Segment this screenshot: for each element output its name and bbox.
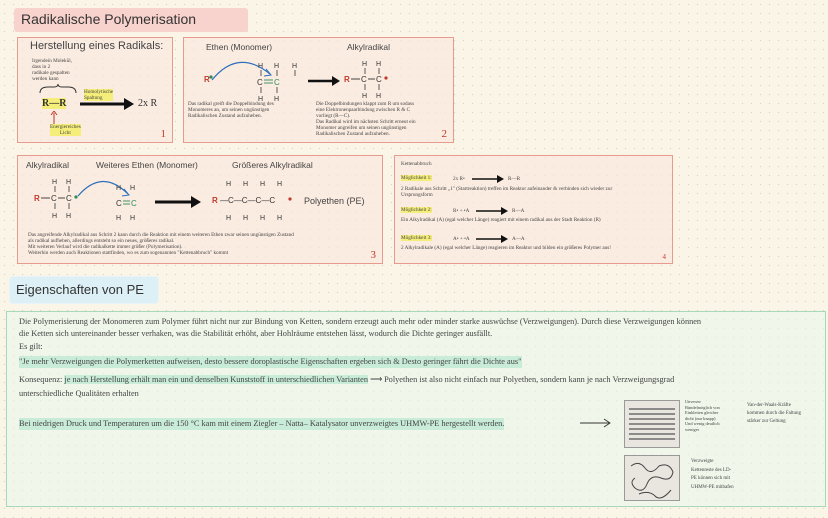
consequence-line2: unterschiedliche Qualitäten erhalten — [19, 389, 139, 399]
svg-text:C: C — [361, 75, 367, 84]
svg-text:C: C — [257, 78, 263, 87]
step2-text-left: Das radikal greift die Doppelbindung des Monomeres an, um seinen ungünstigen Radikalischen Zustand aufzuheben. — [188, 101, 274, 119]
ethene-title: Weiteres Ethen (Monomer) — [96, 160, 198, 170]
svg-text:H: H — [376, 61, 382, 68]
option3-reaction-right: A—A — [512, 236, 525, 242]
consequence-rest: Polyethen ist also nicht einfach nur Polyethen, sondern kann je nach Verzweigungsgrad — [384, 375, 675, 384]
light-label: Energiereiches Licht — [50, 124, 81, 136]
reaction-arrow-icon — [475, 207, 509, 215]
step2-box — [183, 37, 454, 143]
svg-text:H: H — [258, 96, 264, 103]
molecule-r-r: R—R — [42, 98, 67, 109]
svg-text:H: H — [274, 96, 280, 103]
svg-text:H: H — [277, 181, 283, 188]
svg-text:C: C — [116, 199, 122, 208]
branched-note: Verzweigte Kettenreste des LD- PE können sich mit UHMW-PE mitbafen — [691, 459, 734, 490]
option2-reaction-right: R—A — [512, 208, 525, 214]
step1-note: Irgendein Molekül, dass in 2 radikale gespalten werden kann — [32, 58, 72, 82]
svg-text:—C—C—C—C: —C—C—C—C — [220, 196, 276, 205]
svg-text:H: H — [116, 185, 122, 192]
step3-text: Das angreifende Alkylradikal aus Schritt 2 kann durch die Reaktion mit einem weiteren Ethen zwar seinen ungünstigen Zustand als radikal aufheben, allerdings entsteht so ein neues, größeres radikal. Mit weiteren Verlauf wird die radikalkette immer größer (Polymerisation). Weiterhin werden auch Reaktionen stattfinden, wo es zum sogenannten "Kettenabbruch" kommt — [28, 232, 294, 256]
svg-text:C: C — [66, 194, 72, 203]
ethene-title: Ethen (Monomer) — [206, 42, 273, 52]
unbranched-chains-image — [624, 400, 680, 448]
polyethene-label: Polyethen (PE) — [304, 196, 365, 206]
reaction-arrow-icon — [306, 76, 342, 86]
svg-text:H: H — [362, 61, 368, 68]
option1-text: 2 Radikale aus Schritt „1" (Startreaktion) treffen im Reaktor aufeinander & verbinden sich wieder zur Ursprungsform — [401, 186, 613, 198]
larger-radical-title: Größeres Alkylradikal — [232, 160, 313, 170]
step4-box — [394, 155, 673, 264]
svg-text:H: H — [52, 179, 58, 186]
parallel-chains-icon — [625, 401, 679, 447]
step3-reactants-structure — [30, 174, 148, 226]
tangled-chains-icon — [625, 456, 679, 500]
reaction-arrow-icon — [475, 235, 509, 243]
svg-text:H: H — [260, 181, 266, 188]
svg-text:H: H — [274, 63, 280, 70]
larger-radical-structure — [210, 176, 310, 226]
step2-text-right: Die Doppelbindungen klappt zum R um sodass eine Elektronenpaarbindung zwischen R & C vorliegt (R—C). Das Radikal wird im nächsten Schritt erneut ein Monomer angreifen um seinen ungünstigen Radikalischen Zustand aufzuheben. — [316, 101, 416, 137]
svg-text:H: H — [66, 213, 72, 220]
consequence-label: Konsequenz: — [19, 375, 63, 384]
section-title-radical-polymerization: Radikalische Polymerisation — [14, 8, 248, 32]
svg-text:H: H — [260, 215, 266, 222]
svg-text:H: H — [258, 63, 264, 70]
svg-text:R: R — [344, 75, 350, 84]
option1-label: Möglichkeit 1: — [401, 175, 432, 181]
option2-label: Möglichkeit 2: — [401, 207, 432, 213]
option2-reaction-left: R• + •A — [453, 208, 470, 214]
option3-label: Möglichkeit 3: — [401, 235, 432, 241]
alkylradical-structure — [336, 56, 416, 106]
svg-text:H: H — [226, 215, 232, 222]
consequence-line — [19, 374, 819, 401]
rule-quote: "Je mehr Verzweigungen die Polymerketten aufweisen, desto bessere doroplastische Eigenschaften ergeben sich & Desto geringer fährt die Dichte aus" — [19, 356, 522, 368]
uhmw-sentence: Bei niedrigen Druck und Temperaturen um die 150 °C kam mit einem Ziegler – Natta– Katalysator unverzweigtes UHMW-PE hergestellt werden. — [19, 418, 504, 430]
paragraph-branching: Die Polymerisierung der Monomeren zum Polymer führt nicht nur zur Bindung von Ketten, sondern erzeugt auch mehr oder minder starke auswüchse (Verzweigungen). Durch diese Verzweigungen können die Ketten sich untereinander besser verhaken, was die Stabilität erhöht, aber Hohlräume entstehen lässt, wodurch die Dichte geringer ausfällt. Es gilt: — [19, 317, 702, 351]
svg-text:H: H — [226, 181, 232, 188]
svg-text:H: H — [243, 181, 249, 188]
step1-box — [17, 37, 173, 143]
arrow-icon: ⟶ — [370, 375, 382, 384]
curly-brace-icon — [38, 84, 78, 94]
svg-text:H: H — [292, 63, 298, 70]
svg-text:H: H — [66, 179, 72, 186]
svg-text:H: H — [116, 215, 122, 222]
branched-chains-image — [624, 455, 680, 501]
step-number: 1 — [160, 128, 166, 140]
step3-box — [17, 155, 383, 264]
light-arrow-icon — [48, 111, 60, 125]
properties-box — [6, 311, 826, 507]
svg-text:R: R — [204, 75, 210, 84]
svg-text:C: C — [274, 78, 280, 87]
svg-text:H: H — [243, 215, 249, 222]
consequence-text: je nach Herstellung erhält man ein und denselben Kunststoff in unterschiedlichen Varianten — [64, 375, 368, 384]
step-number: 2 — [441, 128, 447, 140]
svg-text:C: C — [131, 199, 137, 208]
svg-text:H: H — [130, 185, 136, 192]
svg-text:C: C — [376, 75, 382, 84]
product-two-radicals: 2x R — [138, 98, 158, 109]
svg-text:R: R — [212, 196, 218, 205]
option3-reaction-left: A• + •A — [453, 236, 470, 242]
unbranched-note: Unverzw Bündelmöglich von Einkletten gleicher dicht (nur knapp) Und wenig deutlich weniger — [685, 399, 720, 432]
svg-text:C: C — [51, 194, 57, 203]
reaction-arrow-icon — [471, 175, 505, 183]
svg-text:H: H — [277, 215, 283, 222]
step-number: 3 — [370, 249, 376, 261]
svg-text:R: R — [34, 194, 40, 203]
section-title-properties: Eigenschaften von PE — [10, 277, 158, 303]
chain-termination-title: Kettenabbruch — [401, 161, 432, 167]
option1-reaction-right: R—R — [508, 176, 521, 182]
alkylradical-title: Alkylradikal — [347, 42, 390, 52]
reaction-arrow-icon — [78, 97, 136, 111]
svg-text:H: H — [52, 213, 58, 220]
step-number: 4 — [662, 253, 666, 261]
homolytic-label: Homolytische Spaltung — [84, 89, 114, 101]
svg-text:H: H — [362, 93, 368, 100]
alkylradical-title: Alkylradikal — [26, 160, 69, 170]
option1-reaction-left: 2x R• — [453, 176, 465, 182]
option3-text: 2 Alkylradikale (A) (egal welcher Länge) reagieren im Reaktor und bilden ein größeres Polymer aus! — [401, 245, 612, 251]
reaction-arrow-icon — [153, 196, 203, 208]
option2-text: Ein Alkylradikal (A) (egal welcher Länge) reagiert mit einem radikal aus der Stadt Reaktion (R) — [401, 217, 601, 223]
step1-title: Herstellung eines Radikals: — [30, 40, 164, 52]
svg-text:H: H — [130, 215, 136, 222]
van-der-waals-note: Van-der-Waals-Kräfte kommen durch die Faltung stärker zur Geltung — [747, 403, 802, 424]
svg-text:H: H — [376, 93, 382, 100]
arrow-right-icon — [579, 417, 613, 429]
